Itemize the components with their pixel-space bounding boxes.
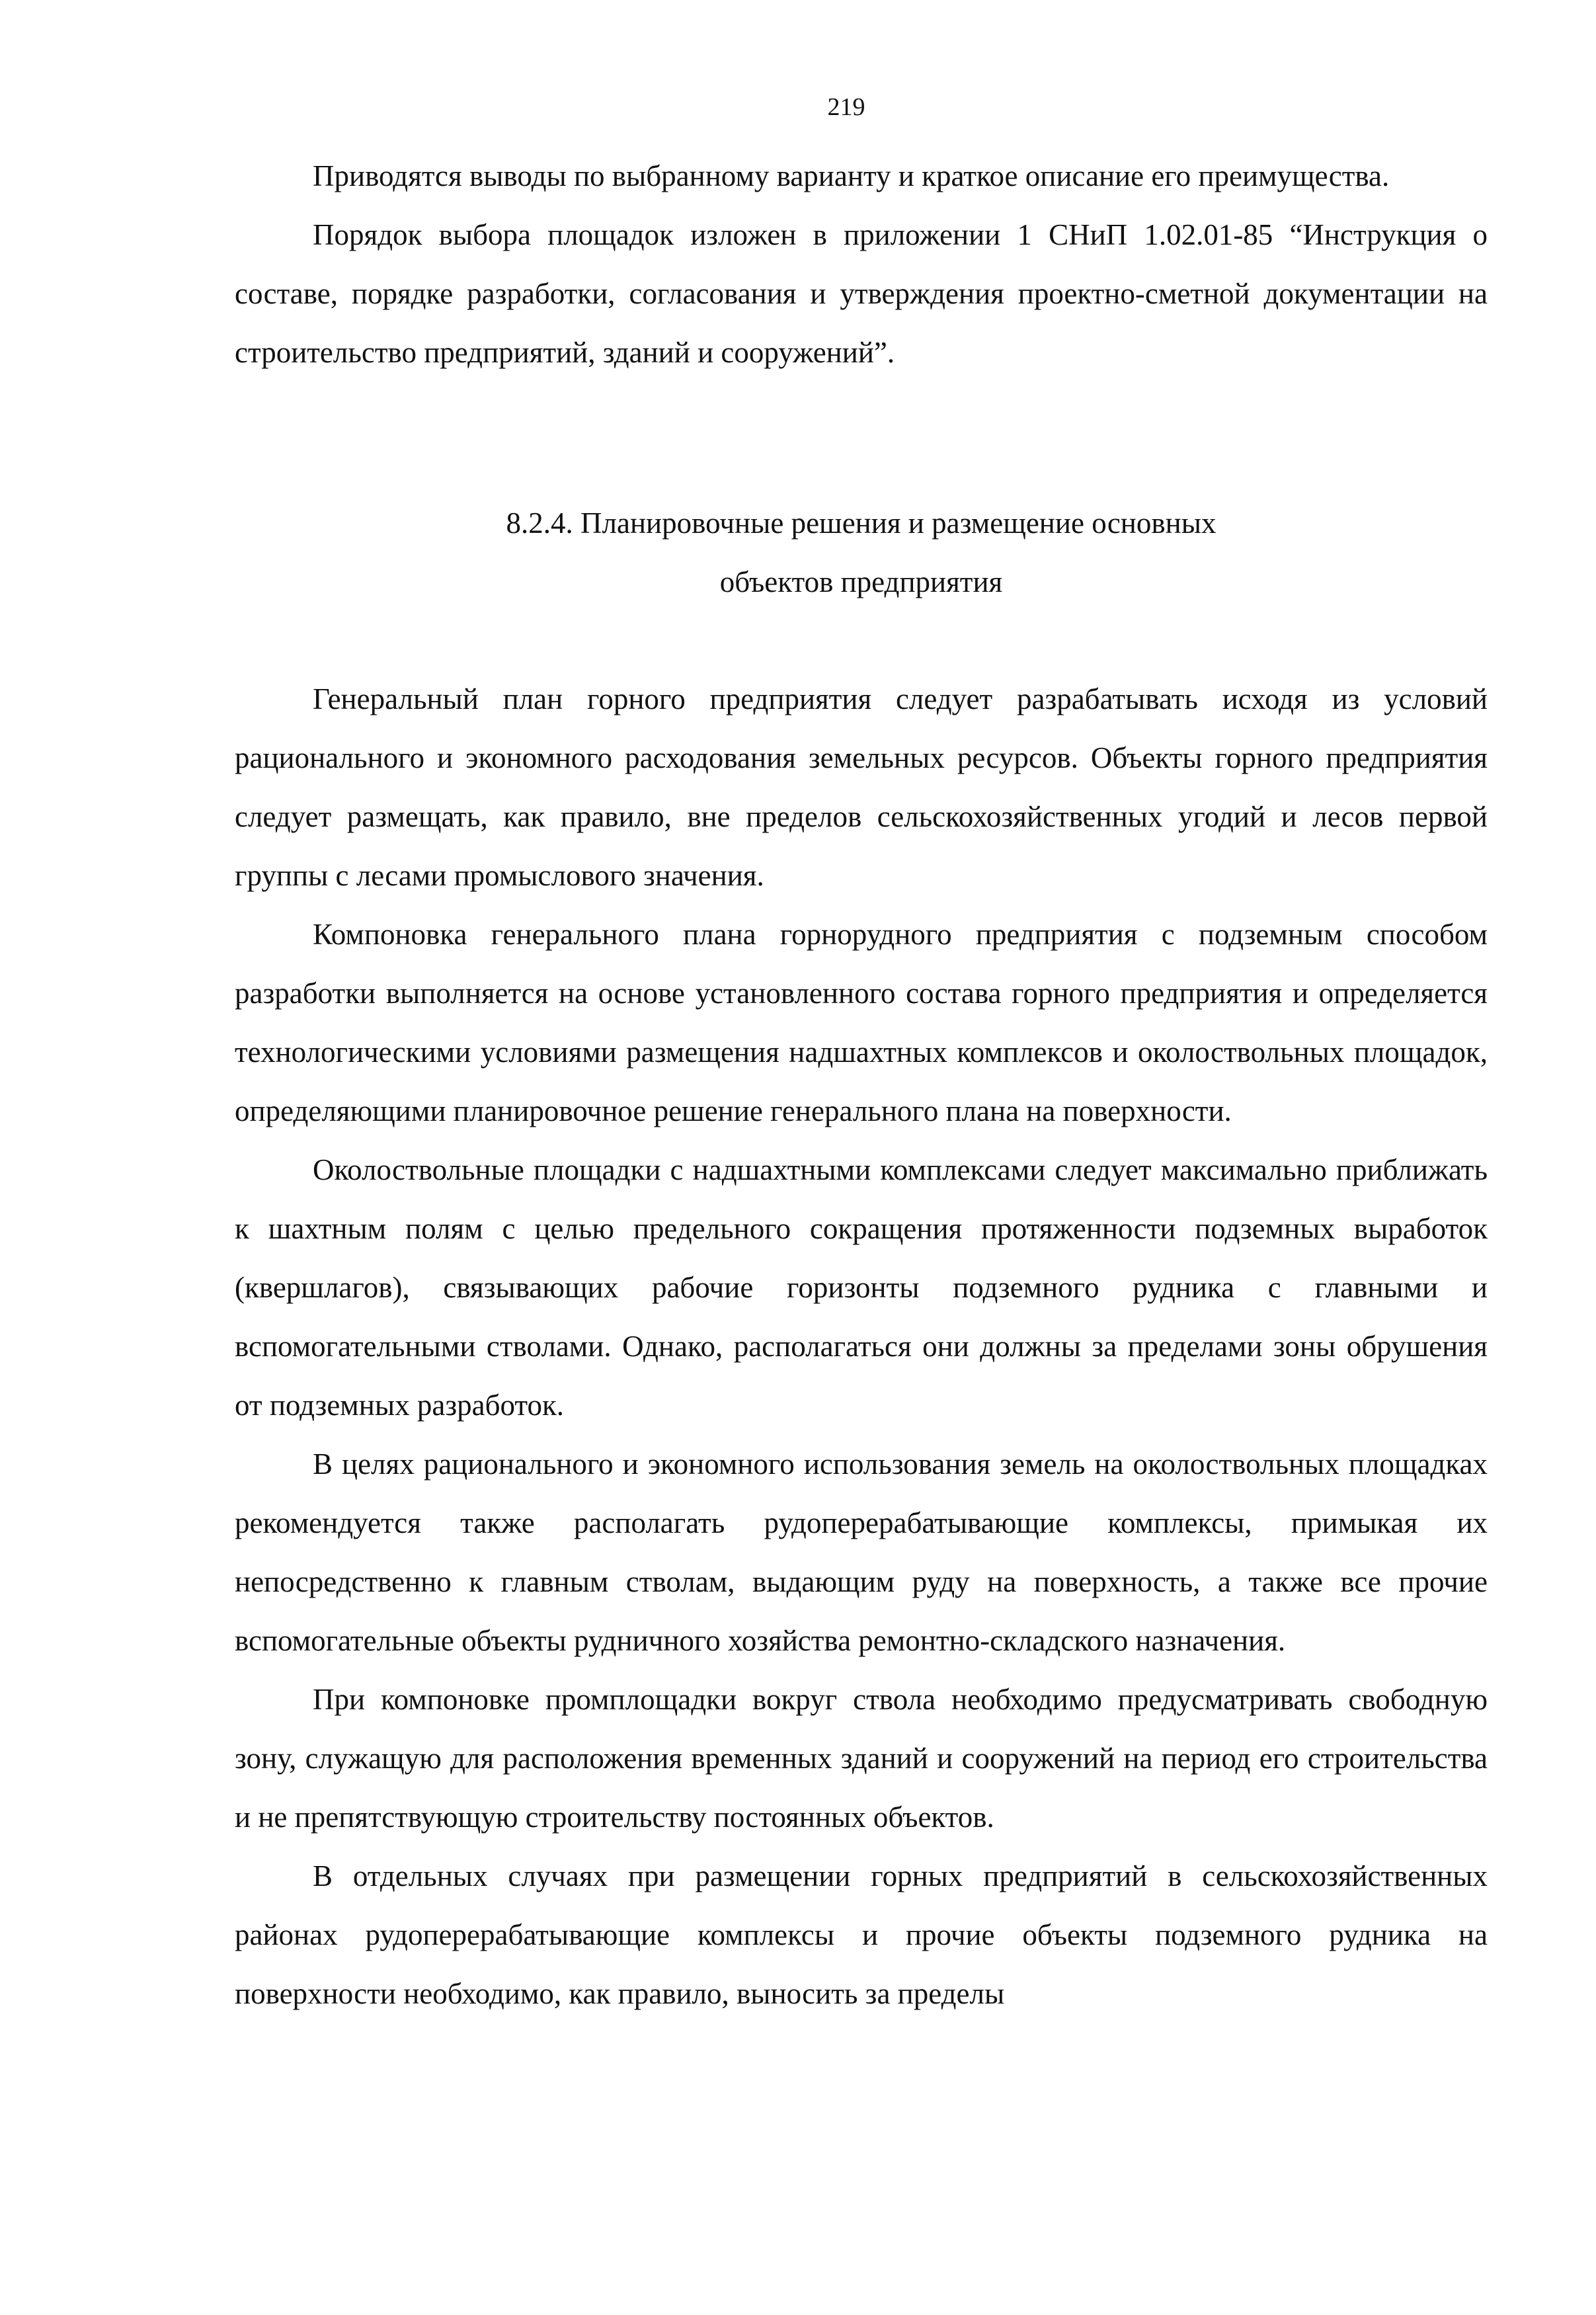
paragraph: В целях рационального и экономного использования земель на околоствольных площадках рекомендуется также располагать рудоперерабатывающие комплексы, примыкая их непосредственно к главным стволам, выдающим руду на поверхность, а также все прочие вспомогательные объекты рудничного хозяйства ремонтно-складского назначения. xyxy=(235,1447,1488,1657)
paragraph: Генеральный план горного предприятия следует разрабатывать исходя из условий рационального и экономного расходования земельных ресурсов. Объекты горного предприятия следует размещать, как правило, вне пределов сельскохозяйственных угодий и лесов первой группы с лесами промыслового значения. xyxy=(235,682,1488,892)
paragraph: Порядок выбора площадок изложен в приложении 1 СНиП 1.02.01-85 “Инструкция о составе, порядке разработки, согласования и утверждения проектно-сметной документации на строительство предприятий, зданий и сооружений”. xyxy=(235,218,1488,369)
paragraph: При компоновке промплощадки вокруг ствола необходимо предусматривать свободную зону, служащую для расположения временных зданий и сооружений на период его строительства и не препятствующую строительству постоянных объектов. xyxy=(235,1683,1488,1834)
section-heading xyxy=(235,494,1488,612)
page-number: 219 xyxy=(827,93,865,121)
main-text xyxy=(235,670,1488,2023)
paragraph: Околоствольные площадки с надшахтными комплексами следует максимально приближать к шахтным полям с целью предельного сокращения протяженности подземных выработок (квершлагов), связывающих рабочие горизонты подземного рудника с главными и вспомогательными стволами. Однако, располагаться они должны за пределами зоны обрушения от подземных разработок. xyxy=(235,1153,1488,1422)
intro-text xyxy=(235,147,1488,382)
paragraph: Компоновка генерального плана горнорудного предприятия с подземным способом разработки выполняется на основе установленного состава горного предприятия и определяется технологическими условиями размещения надшахтных комплексов и околоствольных площадок, определяющими планировочное решение генерального плана на поверхности. xyxy=(235,918,1488,1127)
paragraph: Приводятся выводы по выбранному варианту и краткое описание его преимущества. xyxy=(313,159,1390,192)
section-heading-line-1: 8.2.4. Планировочные решения и размещение основных xyxy=(506,507,1217,540)
section-heading-line-2: объектов предприятия xyxy=(719,565,1003,598)
paragraph: В отдельных случаях при размещении горных предприятий в сельскохозяйственных районах рудоперерабатывающие комплексы и прочие объекты подземного рудника на поверхности необходимо, как правило, выносить за пределы xyxy=(235,1859,1488,2010)
